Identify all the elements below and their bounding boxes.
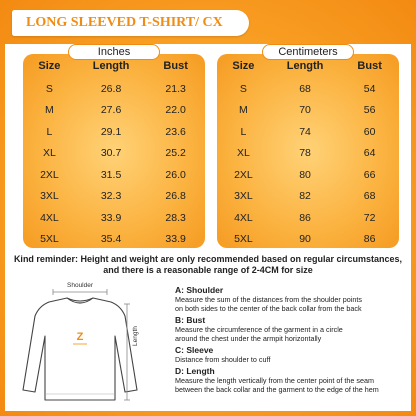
definition-length: D: Length Measure the length vertically from the center point of the seam between the back collar and the garment to the edge of the hem [175,366,379,394]
centimeters-row [217,186,399,208]
measurement-definitions [175,284,405,397]
tshirt-diagram [15,282,165,408]
centimeters-cell-bust: 56 [363,104,376,117]
centimeters-cell-size: 4XL [234,211,253,224]
inches-row [23,164,205,186]
centimeters-cell-size: L [240,125,247,138]
inches-cell-length: 30.7 [100,147,122,160]
centimeters-cell-bust: 60 [363,125,376,138]
inches-row [23,100,205,122]
inches-cell-size: L [46,125,53,138]
centimeters-row [217,229,399,251]
inches-cell-size: XL [43,147,56,160]
centimeters-cell-bust: 64 [363,147,376,160]
definition-shoulder: A: Shoulder Measure the sum of the distances from the shoulder points on both sides to the center of the back collar from the back [175,285,362,313]
inches-cell-length: 33.9 [100,211,122,224]
shoulder-label: Shoulder [67,282,94,289]
inches-row [23,207,205,229]
kind-reminder [11,254,405,276]
definition-bust: B: Bust Measure the circumference of the garment in a circle around the chest under the armpit horizontally [175,315,343,343]
inches-table-body [23,54,205,248]
inches-row [23,229,205,251]
inches-cell-length: 26.8 [100,82,122,95]
centimeters-row [217,207,399,229]
centimeters-cell-size: 2XL [234,168,253,181]
inches-cell-size: 2XL [40,168,59,181]
centimeters-header-length: Length [286,60,324,72]
centimeters-row [217,121,399,143]
centimeters-cell-size: M [239,104,248,117]
centimeters-row [217,100,399,122]
centimeters-cell-size: 3XL [234,190,253,203]
inches-cell-bust: 26.0 [165,168,186,181]
centimeters-cell-length: 82 [299,190,311,203]
inches-cell-length: 31.5 [100,168,122,181]
centimeters-cell-size: 5XL [234,233,253,246]
inches-rows [23,78,205,250]
inches-cell-size: S [45,82,53,95]
inches-cell-bust: 22.0 [165,104,186,117]
inches-cell-length: 32.3 [100,190,122,203]
inches-cell-bust: 25.2 [165,147,186,160]
inches-unit-label: Inches [68,44,160,60]
inches-cell-bust: 26.8 [165,190,186,203]
centimeters-cell-bust: 66 [363,168,376,181]
centimeters-cell-length: 78 [299,147,311,160]
centimeters-cell-length: 86 [299,211,311,224]
centimeters-header-bust: Bust [357,60,382,72]
centimeters-cell-length: 68 [299,82,311,95]
centimeters-cell-size: S [239,82,247,95]
inches-header-bust: Bust [163,60,188,72]
centimeters-row [217,78,399,100]
inches-cell-size: 4XL [40,211,59,224]
length-label: Length [132,326,139,346]
inches-cell-bust: 21.3 [165,82,186,95]
inches-cell-size: M [45,104,54,117]
centimeters-cell-bust: 54 [363,82,376,95]
reminder-line-1: Kind reminder: Height and weight are only recommended based on regular circumstances, [13,254,403,264]
centimeters-unit-label: Centimeters [262,44,354,60]
centimeters-cell-length: 80 [299,168,311,181]
inches-table [23,44,205,248]
size-chart-sheet [5,44,411,411]
inches-cell-size: 5XL [40,233,59,246]
centimeters-cell-length: 90 [299,233,311,246]
tshirt-outline-icon [15,282,165,408]
inches-cell-size: 3XL [40,190,59,203]
logo-letter: Z [76,331,84,343]
inches-header-row [23,60,205,76]
centimeters-cell-bust: 68 [363,190,376,203]
inches-row [23,186,205,208]
centimeters-row [217,143,399,165]
centimeters-rows [217,78,399,250]
inches-cell-length: 27.6 [100,104,122,117]
inches-cell-length: 29.1 [100,125,122,138]
centimeters-header-size: Size [232,60,255,72]
centimeters-cell-bust: 86 [363,233,376,246]
centimeters-cell-size: XL [237,147,250,160]
inches-row [23,78,205,100]
centimeters-table-body [217,54,399,248]
inches-row [23,121,205,143]
centimeters-cell-bust: 72 [363,211,376,224]
centimeters-table [217,44,399,248]
definition-sleeve: C: Sleeve Distance from shoulder to cuff [175,345,271,364]
centimeters-cell-length: 70 [299,104,311,117]
inches-header-length: Length [92,60,130,72]
inches-cell-bust: 23.6 [165,125,186,138]
inches-header-size: Size [38,60,61,72]
centimeters-header-row [217,60,399,76]
product-title: LONG SLEEVED T-SHIRT/ CX [12,10,249,36]
inches-cell-length: 35.4 [100,233,122,246]
reminder-line-2: and there is a reasonable range of 2-4CM for size [103,265,313,275]
inches-cell-bust: 28.3 [165,211,186,224]
centimeters-row [217,164,399,186]
centimeters-cell-length: 74 [299,125,311,138]
inches-cell-bust: 33.9 [165,233,186,246]
inches-row [23,143,205,165]
